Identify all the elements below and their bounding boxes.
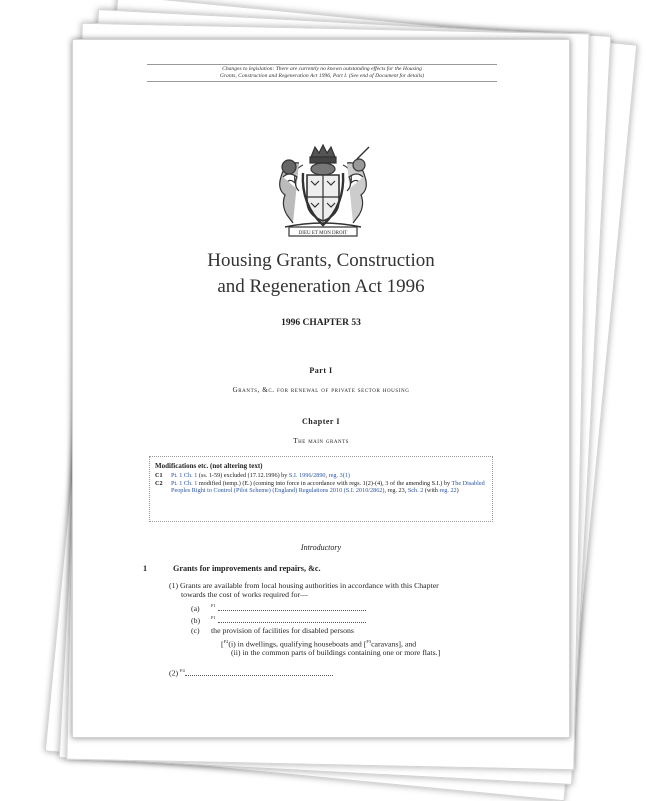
modifications-box [149,456,493,522]
footnote-ref[interactable]: F4 [180,668,185,673]
section-number: 1 [143,564,148,573]
paragraph-fragment: [ [221,639,224,649]
paragraph-fragment: (i) in dwellings, qualifying houseboats and [ [228,639,367,649]
modification-fragment: (with [423,487,440,495]
subsection-label: (2) [169,668,179,678]
modification-code: C2 [155,479,163,487]
introductory-heading: Introductory [300,543,342,552]
crest-motto: DIEU ET MON DROIT [298,231,348,236]
repealed-dots [185,669,333,676]
front-page [72,39,570,738]
paragraph-a [191,601,366,613]
repealed-dots [218,604,366,611]
changes-banner [147,64,497,82]
repealed-dots [218,616,366,623]
legislation-link[interactable]: reg. 3(1) [328,471,350,479]
subsection-text: (1) Grants are available from local housing authorities in accordance with this Chapter [169,581,439,590]
footnote-ref[interactable]: F2 [223,639,229,644]
paragraph-label: (a) [191,603,200,613]
changes-line: Changes to legislation: There are currently no known outstanding effects for the Housing [222,66,422,72]
modification-entry [155,480,487,496]
document-title [133,248,509,300]
changes-line: Grants, Construction and Regeneration Act 1996, Part I. (See end of Document for details) [219,73,425,79]
paragraph-fragment: caravans], and [371,639,417,649]
paragraph-c [191,626,354,636]
modification-fragment: modified (temp.) (E.) (coming into force in accordance with regs. 1(2)-(4), 3 of the amending S.I.) by [197,479,452,487]
chapter-subtitle: The main grants [293,436,349,445]
footnote-ref[interactable]: F1 [211,615,216,620]
modification-fragment: (ss. 1-59) excluded (17.12.1996) by [197,471,289,479]
paragraph-text: the provision of facilities for disabled persons [211,626,354,635]
part-heading: Part I [309,366,333,375]
modification-fragment: , reg. 23, [384,487,408,495]
footnote-ref[interactable]: F3 [366,639,372,644]
legislation-link[interactable]: Sch. 2 [407,487,424,495]
section-title: Grants for improvements and repairs, &c. [173,564,321,573]
paragraph-label: (c) [191,626,200,635]
modification-text [171,480,487,496]
modification-text [171,472,487,480]
title-line: and Regeneration Act 1996 [217,276,425,297]
chapter-number: 1996 CHAPTER 53 [281,318,361,328]
legislation-link[interactable]: S.I. 1996/2890 [288,471,326,479]
subsection-2 [169,666,333,678]
royal-coat-of-arms-icon [263,143,383,241]
modification-fragment: , [325,471,329,479]
footnote-ref[interactable]: F1 [211,603,216,608]
legislation-link[interactable]: reg. 22 [439,487,457,495]
modification-code: C1 [155,471,163,479]
modification-fragment: ) [456,487,459,495]
legislation-link[interactable]: The Disabled Peoples Right to Control (Pilot Scheme) (England) Regulations 2010 (S.I. 2010/2862) [171,479,485,495]
paragraph-b [191,613,366,625]
part-subtitle: Grants, &c. for renewal of private sector housing [232,386,410,394]
subparagraph-ii: (ii) in the common parts of buildings containing one or more flats.] [231,648,441,657]
legislation-link[interactable]: Pt. 1 Ch. 1 [171,471,198,479]
chapter-heading: Chapter I [302,417,340,426]
legislation-link[interactable]: Pt. 1 Ch. 1 [171,479,198,487]
subsection-text: towards the cost of works required for— [181,590,308,599]
section-heading [143,564,321,573]
title-line: Housing Grants, Construction [207,250,435,271]
paragraph-label: (b) [191,615,201,625]
modifications-heading: Modifications etc. (not altering text) [155,462,263,470]
modification-entry [155,472,487,480]
